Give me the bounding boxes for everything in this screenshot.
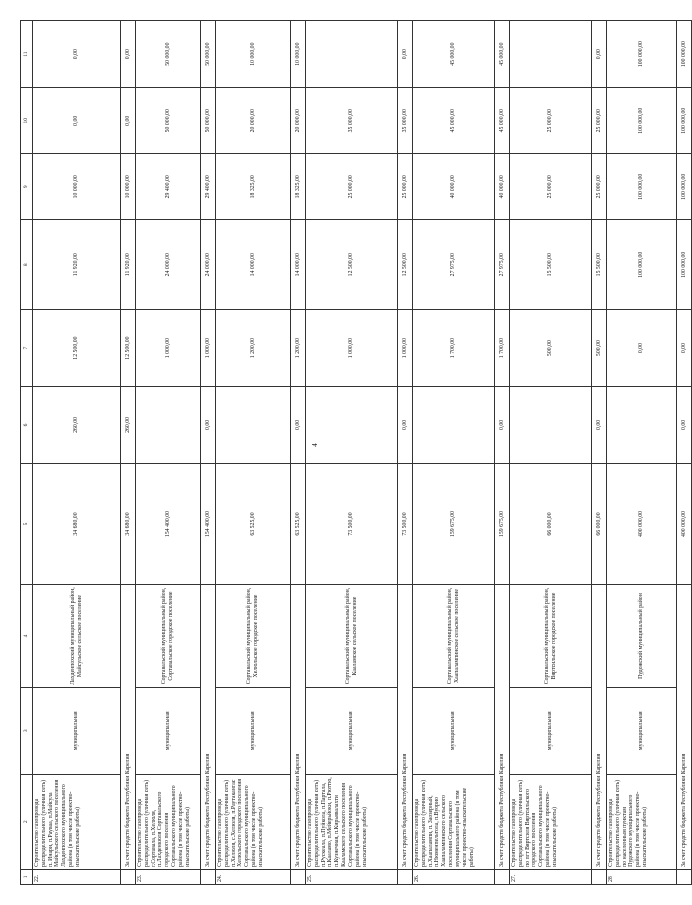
amount-total: 66 000,00 [592, 463, 607, 584]
row-number: 22. [33, 869, 121, 884]
amount-y2: 1 000,00 [398, 310, 413, 387]
amount-y1: 0,00 [291, 387, 306, 464]
funding-source: За счет средств бюджета Республики Карелия [121, 585, 136, 870]
ownership-type: муниципальная [607, 687, 677, 774]
amount-y4: 100 000,00 [607, 154, 677, 220]
object-name: Строительство газопровода распределительного (уличная сеть) г.Сортавала, п.Хелюля, п.Лахденкюля Сортавальского городского поселения Сортавальского муниципального района (в том числе проектно-изыскательские работы) [136, 774, 201, 869]
amount-y2: 1 000,00 [306, 310, 398, 387]
row-number: 28 [607, 869, 677, 884]
amount-total: 34 680,00 [33, 463, 121, 584]
amount-y1 [216, 387, 291, 464]
amount-y3: 11 920,00 [121, 220, 136, 310]
row-number [677, 869, 692, 884]
rotated-document [20, 20, 687, 885]
amount-y5: 20 000,00 [291, 88, 306, 154]
object-row [607, 21, 677, 885]
row-number [592, 869, 607, 884]
amount-total: 63 525,00 [291, 463, 306, 584]
amount-y4: 29 400,00 [136, 154, 201, 220]
amount-y2: 12 500,00 [33, 310, 121, 387]
amount-y3: 100 000,00 [607, 220, 677, 310]
amount-y5: 50 000,00 [136, 88, 201, 154]
funding-row [121, 21, 136, 885]
amount-total: 63 525,00 [216, 463, 291, 584]
page-number: 4 [310, 443, 319, 447]
amount-y6: 45 000,00 [495, 21, 510, 88]
object-row [33, 21, 121, 885]
amount-y5: 25 000,00 [510, 88, 592, 154]
amount-y6: 45 000,00 [413, 21, 495, 88]
amount-y4: 18 325,00 [291, 154, 306, 220]
object-name: Строительство газопровода распределительного (уличная сеть) п.Хаапалампи, п. Заозерный, п.Нюменпельтола, п.Вуорио Хаапалампинского сельского поселения Сортавальского муниципального района (в том числе проектно-изыскательские работы) [413, 774, 495, 869]
row-number: 23. [136, 869, 201, 884]
amount-total: 34 680,00 [121, 463, 136, 584]
object-row [216, 21, 291, 885]
amount-y4: 10 000,00 [121, 154, 136, 220]
amount-y6: 100 000,00 [607, 21, 677, 88]
amount-y2: 1 200,00 [216, 310, 291, 387]
amount-y3: 15 500,00 [510, 220, 592, 310]
amount-y6: 100 000,00 [677, 21, 692, 88]
ownership-type: муниципальная [306, 687, 398, 774]
amount-y2: 1 000,00 [201, 310, 216, 387]
amount-y2: 1 000,00 [136, 310, 201, 387]
location: Лахденпохский муниципальный район, Майсульское сельское поселение [33, 585, 121, 688]
amount-y6: 0,00 [398, 21, 413, 88]
column-number-10: 10 [21, 88, 33, 154]
amount-y3: 24 000,00 [136, 220, 201, 310]
amount-y2: 500,00 [592, 310, 607, 387]
object-row [510, 21, 592, 885]
amount-y3: 14 000,00 [291, 220, 306, 310]
amount-y4: 25 000,00 [306, 154, 398, 220]
amount-total: 73 500,00 [306, 463, 398, 584]
amount-y5: 35 000,00 [306, 88, 398, 154]
row-number [398, 869, 413, 884]
funding-row [291, 21, 306, 885]
amount-y2: 12 500,00 [121, 310, 136, 387]
amount-y3: 24 000,00 [201, 220, 216, 310]
object-row [413, 21, 495, 885]
row-number [201, 869, 216, 884]
column-number-8: 8 [21, 220, 33, 310]
amount-y2: 1 200,00 [291, 310, 306, 387]
amount-y1: 260,00 [33, 387, 121, 464]
amount-y6 [510, 21, 592, 88]
amount-y6: 0,00 [121, 21, 136, 88]
amount-total: 154 400,00 [136, 463, 201, 584]
amount-y1: 0,00 [398, 387, 413, 464]
amount-y3: 100 000,00 [677, 220, 692, 310]
amount-y5: 45 000,00 [413, 88, 495, 154]
amount-y1 [413, 387, 495, 464]
amount-y5: 100 000,00 [677, 88, 692, 154]
amount-y1 [607, 387, 677, 464]
amount-y6: 10 000,00 [216, 21, 291, 88]
amount-y3: 12 500,00 [398, 220, 413, 310]
amount-y6 [306, 21, 398, 88]
amount-total: 66 000,00 [510, 463, 592, 584]
amount-y4: 40 000,00 [413, 154, 495, 220]
amount-y3: 12 500,00 [306, 220, 398, 310]
amount-y4: 25 000,00 [592, 154, 607, 220]
amount-y1: 0,00 [677, 387, 692, 464]
amount-y3: 11 920,00 [33, 220, 121, 310]
ownership-type: муниципальная [413, 687, 495, 774]
amount-y4: 10 000,00 [33, 154, 121, 220]
funding-row [677, 21, 692, 885]
amount-y2: 0,00 [607, 310, 677, 387]
location: Сортавальский муниципальный район, Вяртсильское городское поселение [510, 585, 592, 688]
column-number-6: 6 [21, 387, 33, 464]
funding-source: За счет средств бюджета Республики Карелия [201, 585, 216, 870]
row-number: 27. [510, 869, 592, 884]
funding-source: За счет средств бюджета Республики Карелия [398, 585, 413, 870]
object-name: Строительство газопровода распределительного (уличная сеть) по пгт Вяртсиля Вяртсильского городского поселения Сортавальского муниципального района (в том числе проектно-изыскательские работы) [510, 774, 592, 869]
amount-y1 [510, 387, 592, 464]
column-number-2: 2 [21, 774, 33, 869]
amount-total: 400 000,00 [607, 463, 677, 584]
row-number: 26. [413, 869, 495, 884]
funding-row [398, 21, 413, 885]
amount-y5: 20 000,00 [216, 88, 291, 154]
location: Пудожский муниципальный район [607, 585, 677, 688]
amount-y4: 25 000,00 [398, 154, 413, 220]
column-number-7: 7 [21, 310, 33, 387]
amount-total: 159 675,00 [495, 463, 510, 584]
object-name: Строительство газопровода распределительного (уличная сеть) по населенным пунктам Пудожского муниципального района (в том числе проектно-изыскательские работы) [607, 774, 677, 869]
amount-total: 154 400,00 [201, 463, 216, 584]
amount-y2: 1 700,00 [495, 310, 510, 387]
amount-y6: 0,00 [592, 21, 607, 88]
ownership-type: муниципальная [510, 687, 592, 774]
location: Сортавальский муниципальный район, Хаапалампинское сельское поселение [413, 585, 495, 688]
amount-y2: 0,00 [677, 310, 692, 387]
amount-y1: 260,00 [121, 387, 136, 464]
object-name: Строительство газопровода распределительного (уличная сеть) п.Рускеала, п.Пуйкола, п.Партала, п.Кааламо, п.Мейерьйоки, п.Рюттю, п.Кузнечная, п.Кирьявалахти Кааламского сельского поселения Сортавальского муниципального района (в том числе проектно-изыскательские работы) [306, 774, 398, 869]
table-header-row [21, 21, 33, 885]
amount-y3: 14 000,00 [216, 220, 291, 310]
funding-row [592, 21, 607, 885]
location: Сортавальский муниципальный район, Кааламское сельское поселение [306, 585, 398, 688]
amount-y3: 27 975,00 [413, 220, 495, 310]
funding-row [495, 21, 510, 885]
amount-total: 400 000,00 [677, 463, 692, 584]
column-number-5: 5 [21, 463, 33, 584]
amount-y5: 45 000,00 [495, 88, 510, 154]
amount-y4: 40 000,00 [495, 154, 510, 220]
amount-total: 159 675,00 [413, 463, 495, 584]
row-number: 25. [306, 869, 398, 884]
column-number-9: 9 [21, 154, 33, 220]
amount-y5: 25 000,00 [592, 88, 607, 154]
amount-y3: 27 975,00 [495, 220, 510, 310]
funding-row [201, 21, 216, 885]
amount-y2: 500,00 [510, 310, 592, 387]
amount-y1: 0,00 [592, 387, 607, 464]
amount-y4: 18 325,00 [216, 154, 291, 220]
funding-source: За счет средств бюджета Республики Карелия [291, 585, 306, 870]
amount-y6: 0,00 [33, 21, 121, 88]
amount-y2: 1 700,00 [413, 310, 495, 387]
funding-source: За счет средств бюджета Республики Карелия [677, 585, 692, 870]
amount-y1 [306, 387, 398, 464]
funding-source: За счет средств бюджета Республики Карелия [495, 585, 510, 870]
column-number-4: 4 [21, 585, 33, 688]
amount-y6: 10 000,00 [291, 21, 306, 88]
amount-y5: 0,00 [33, 88, 121, 154]
ownership-type: муниципальная [216, 687, 291, 774]
column-number-3: 3 [21, 687, 33, 774]
amount-y5: 35 000,00 [398, 88, 413, 154]
amount-y4: 100 000,00 [677, 154, 692, 220]
row-number: 24. [216, 869, 291, 884]
ownership-type: муниципальная [136, 687, 201, 774]
amount-y5: 100 000,00 [607, 88, 677, 154]
row-number [121, 869, 136, 884]
amount-y6: 50 000,00 [136, 21, 201, 88]
column-number-11: 11 [21, 21, 33, 88]
column-number-1: 1 [21, 869, 33, 884]
amount-y1 [136, 387, 201, 464]
amount-total: 73 500,00 [398, 463, 413, 584]
object-name: Строительство газопровода распределительного (уличная сеть) п. Инари, п.Рауваа, п.Майсула Майсульского сельского поселения Лахденпохского муниципального района (в том числе проектно-изыскательские работы) [33, 774, 121, 869]
amount-y4: 29 400,00 [201, 154, 216, 220]
amount-y1: 0,00 [201, 387, 216, 464]
amount-y3: 15 500,00 [592, 220, 607, 310]
object-row [136, 21, 201, 885]
row-number [291, 869, 306, 884]
location: Сортавальский муниципальный район, Хелюльское городское поселение [216, 585, 291, 688]
funding-source: За счет средств бюджета Республики Карелия [592, 585, 607, 870]
amount-y1: 0,00 [495, 387, 510, 464]
object-name: Строительство газопровода распределительного (уличная сеть) п.Хелюля, с.Хелюля, п.Раутакангас Хелюльского городского поселения Сортавальского муниципального района (в том числе проектно-изыскательские работы) [216, 774, 291, 869]
investment-table [20, 20, 692, 885]
amount-y5: 50 000,00 [201, 88, 216, 154]
ownership-type: муниципальная [33, 687, 121, 774]
location: Сортавальский муниципальный район, Сортавальское городское поселение [136, 585, 201, 688]
amount-y6: 50 000,00 [201, 21, 216, 88]
object-row [306, 21, 398, 885]
row-number [495, 869, 510, 884]
amount-y4: 25 000,00 [510, 154, 592, 220]
amount-y5: 0,00 [121, 88, 136, 154]
